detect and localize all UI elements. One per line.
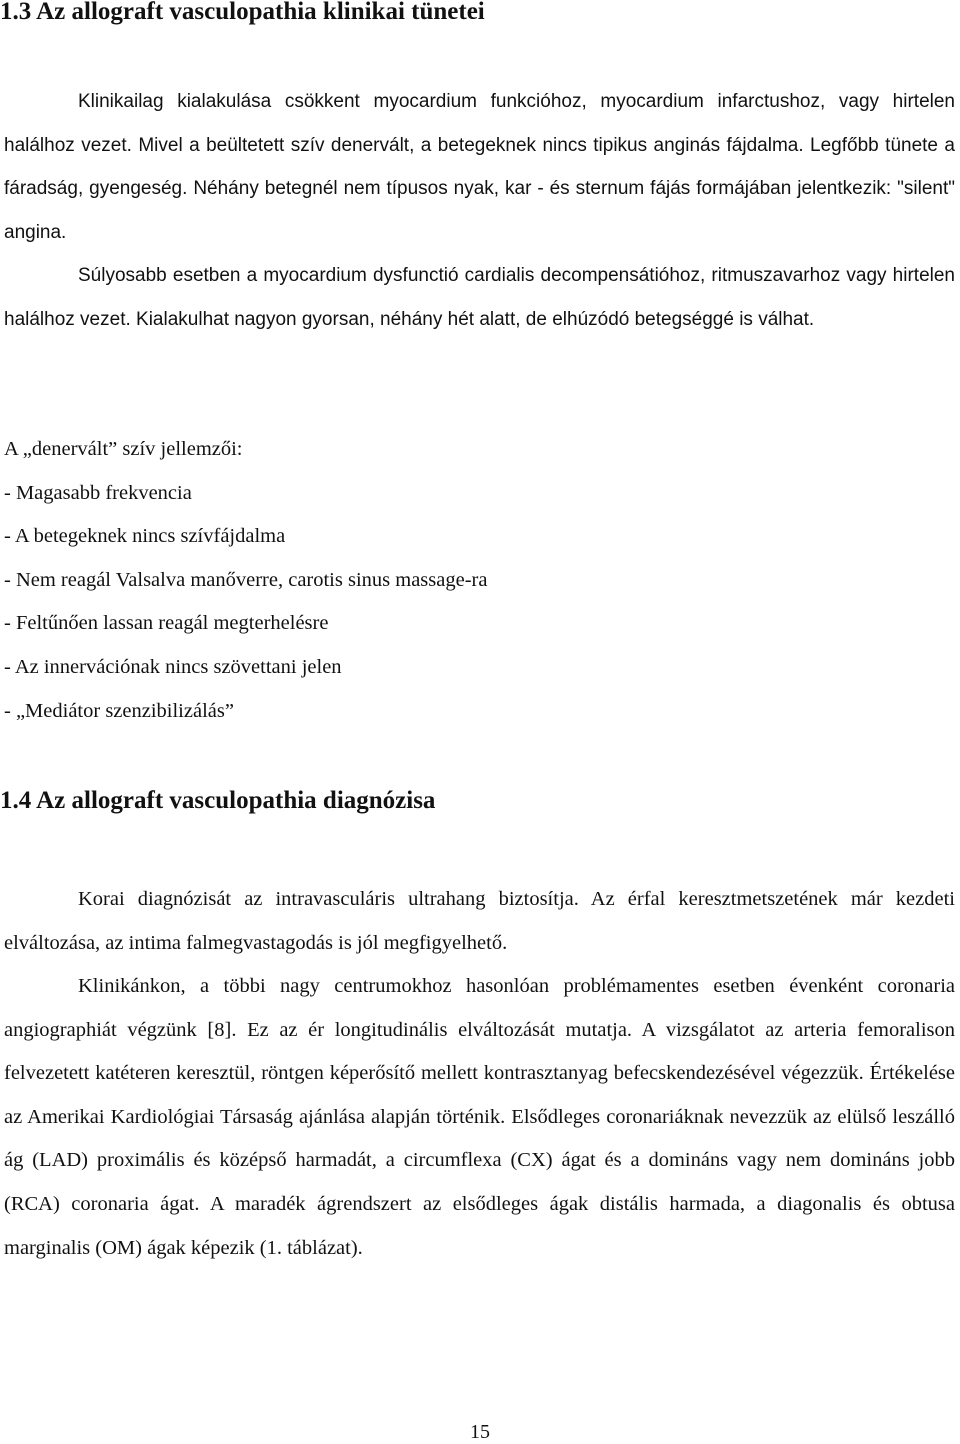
paragraph-clinical-symptoms: Klinikailag kialakulása csökkent myocardium funkcióhoz, myocardium infarctushoz, vagy hirtelen halálhoz vezet. Mivel a beültetett szív denervált, a betegeknek nincs tipikus anginás fájdalma. Legfőbb tünete a fáradság, gyengeség. Néhány betegnél nem típusos nyak, kar - és sternum fájás formájában jelentkezik: "silent" angina. <box>4 91 955 243</box>
list-item: - A betegeknek nincs szívfájdalma <box>4 525 286 548</box>
paragraph-early-diagnosis: Korai diagnózisát az intravasculáris ultrahang biztosítja. Az érfal keresztmetszetének már kezdeti elváltozása, az intima falmegvastagodás is jól megfigyelhető. <box>4 888 955 954</box>
paragraph-severe-cases: Súlyosabb esetben a myocardium dysfunctió cardialis decompensátióhoz, ritmuszavarhoz vagy hirtelen halálhoz vezet. Kialakulhat nagyon gyorsan, néhány hét alatt, de elhúzódó betegséggé is válhat. <box>4 265 955 330</box>
list-item: - „Mediátor szenzibilizálás” <box>4 699 234 722</box>
denervated-heart-list <box>4 428 944 733</box>
page-number: 15 <box>470 1421 490 1443</box>
list-item: - Magasabb frekvencia <box>4 481 192 504</box>
paragraph-angiography: Klinikánkon, a többi nagy centrumokhoz hasonlóan problémamentes esetben évenként coronaria angiographiát végzünk [8]. Ez az ér longitudinális elváltozását mutatja. A vizsgálatot az arteria femoralison felvezetett katéteren keresztül, röntgen képerősítő mellett kontrasztanyag befecskendezésével végezzük. Értékelése az Amerikai Kardiológiai Társaság ajánlása alapján történik. Elsődleges coronariáknak nevezzük az elülső leszálló ág (LAD) proximális és középső harmadát, a circumflexa (CX) ágat és a domináns vagy nem domináns jobb (RCA) coronaria ágat. A maradék ágrendszert az elsődleges ágak distális harmada, a diagonalis és obtusa marginalis (OM) ágak képezik (1. táblázat). <box>4 975 955 1259</box>
list-item: - Feltűnően lassan reagál megterhelésre <box>4 612 329 635</box>
list-item: - Az innervációnak nincs szövettani jelen <box>4 655 342 678</box>
section-heading-1-3: 1.3 Az allograft vasculopathia klinikai tünetei <box>0 0 485 25</box>
list-intro: A „denervált” szív jellemzői: <box>4 438 243 460</box>
list-item: - Nem reagál Valsalva manőverre, carotis sinus massage-ra <box>4 568 488 591</box>
section-heading-1-4: 1.4 Az allograft vasculopathia diagnózisa <box>0 787 436 814</box>
